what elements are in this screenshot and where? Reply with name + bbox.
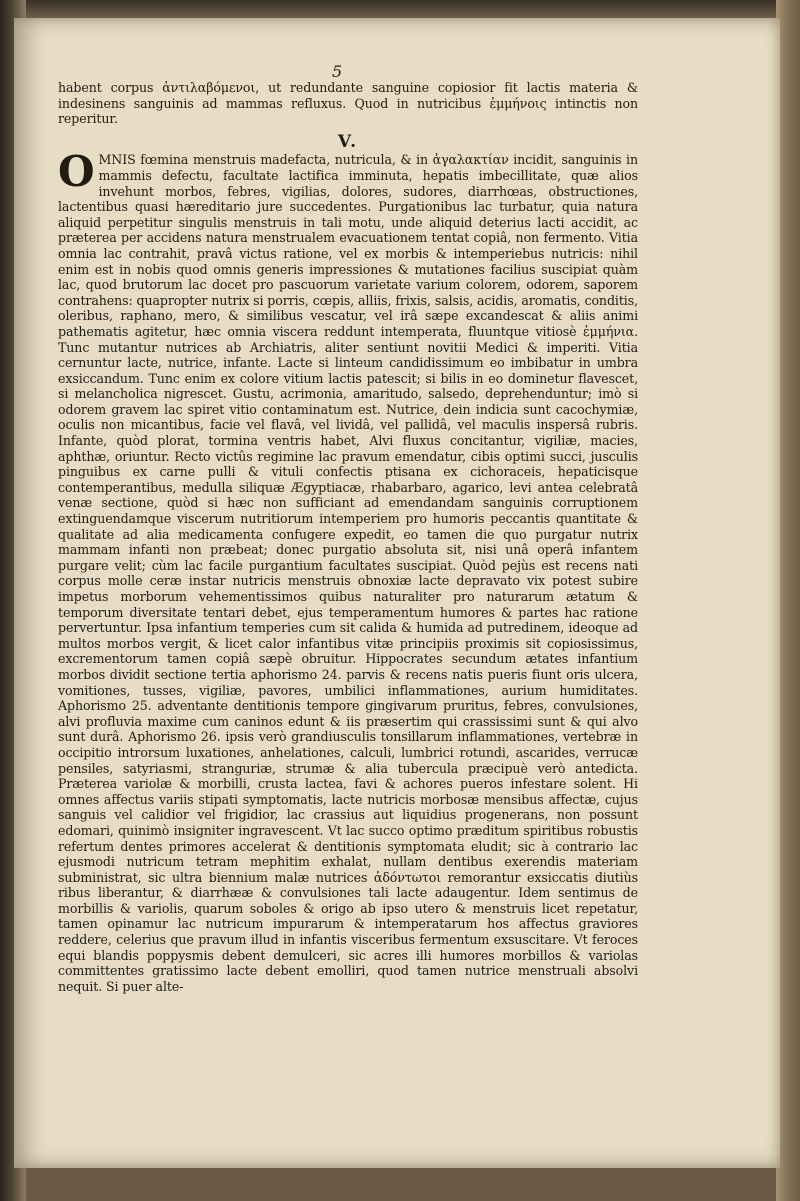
intro-paragraph: habent corpus ἀντιλαβόμενοι, ut redundante sanguine copiosior fit lactis materia & indesinens sanguinis ad mammas refluxus. Quod in nutricibus ἐμμήνοις intinctis non reperitur. bbox=[58, 80, 638, 127]
page-text-block bbox=[58, 80, 638, 994]
body-text: MNIS fœmina menstruis madefacta, nutricula, & in ἀγαλακτίαν incidit, sanguinis in mammis defectu, facultate lactifica imminuta, hepatis imbecillitate, quæ alios invehunt morbos, febres, vigilias, dolores, sudores, diarrhœas, obstructiones, lactentibus quasi hæreditario jure succedentes. Purgationibus lac turbatur, quia natura aliquid perpetitur singulis menstruis in tali motu, unde aliquid deterius lacti accidit, ac præterea per accidens natura menstrualem evacuationem tentat copiâ, non fermento. Vitia omnia lac contrahit, pravâ victus ratione, vel ex morbis & intemperiebus nutricis: nihil enim est in nobis quod omnis generis impressiones & mutationes facilius suscipiat quàm lac, quod brutorum lac docet pro pascuorum varietate varium colorem, odorem, saporem contrahens: quapropter nutrix si porris, cœpis, alliis, frixis, salsis, acidis, aromatis, conditis, oleribus, raphano, mero, & similibus vescatur, vel irâ sæpe excandescat & aliis animi pathematis agitetur, hæc omnia viscera reddunt intemperata, fluuntque vitiosè ἐμμήνια. Tunc mutantur nutrices ab Archiatris, aliter sentiunt novitii Medici & imperiti. Vitia cernuntur lacte, nutrice, infante. Lacte si linteum candidissimum eo imbibatur in umbra exsiccandum. Tunc enim ex colore vitium lactis patescit; si bilis in eo dominetur flavescet, si melancholica nigrescet. Gustu, acrimonia, amaritudo, salsedo, deprehenduntur; imò si odorem gravem lac spiret vitio contaminatum est. Nutrice, dein indicia sunt cacochymiæ, oculis non micantibus, facie vel flavâ, vel lividâ, vel pallidâ, vel maculis inspersâ rubris. Infante, quòd plorat, tormina ventris habet, Alvi fluxus concitantur, vigiliæ, macies, aphthæ, oriuntur. Recto victûs regimine lac pravum emendatur, cibis optimi succi, jusculis pinguibus ex carne pulli & vituli confectis ptisana ex cichoraceis, hepaticisque contemperantibus, medulla siliquæ Ægyptiacæ, rhabarbaro, agarico, levi antea celebratâ venæ sectione, quòd si hæc non sufficiant ad emendandam sanguinis corruptionem extinguendamque viscerum nutritiorum intemperiem pro humoris peccantis quantitate & qualitate ad alia medicamenta confugere expedit, eo tamen die quo purgatur nutrix mammam infanti non præbeat; donec purgatio absoluta sit, nisi unâ operâ infantem purgare velit; cùm lac facile purgantium facultates suscipiat. Quòd pejùs est recens nati corpus molle ceræ instar nutricis menstruis obnoxiæ lacte depravato vix potest subire impetus morborum vehementissimos quibus naturaliter pro naturarum ætatum & temporum diversitate tentari debet, ejus temperamentum humores & partes hac ratione pervertuntur. Ipsa infantium temperies cum sit calida & humida ad putredinem, ideoque ad multos morbos vergit, & licet calor infantibus vitæ principiis proximis sit copiosissimus, excrementorum tamen copiâ sæpè obruitur. Hippocrates secundum ætates infantium morbos dividit sectione tertia aphorismo 24. parvis & recens natis pueris fiunt oris ulcera, vomitiones, tusses, vigiliæ, pavores, umbilici inflammationes, aurium humiditates. Aphorismo 25. adventante dentitionis tempore gingivarum pruritus, febres, convulsiones, alvi profluvia maxime cum caninos edunt & iis præsertim qui crassissimi sunt & qui alvo sunt durâ. Aphorismo 26. ipsis verò grandiusculis tonsillarum inflammationes, vertebræ in occipitio introrsum luxationes, anhelationes, calculi, lumbrici rotundi, ascarides, verrucæ pensiles, satyriasmi, stranguriæ, strumæ & alia tubercula præcipuè verò antedicta. Præterea variolæ & morbilli, crusta lactea, favi & achores pueros infestare solent. Hi omnes affectus variis stipati symptomatis, lacte nutricis morbosæ mensibus affectæ, cujus sanguis vel calidior vel frigidior, lac crassius aut liquidius progenerans, non possunt edomari, quinimò insigniter ingravescent. Vt lac succo optimo præditum spiritibus robustis refertum dentes primores accelerat & dentitionis symptomata eludit; sic à contrario lac ejusmodi nutricum tetram mephitim exhalat, nullam dentibus exerendis materiam subministrat, sic ultra biennium malæ nutrices ἀδόντωτοι remorantur exsiccatis diutiùs ribus liberantur, & diarrhææ & convulsiones tali lacte adaugentur. Idem sentimus de morbillis & variolis, quarum soboles & origo ab ipso utero & menstruis licet repetatur, tamen opinamur lac nutricum impurarum & intemperatarum hos affectus graviores reddere, celerius que pravum illud in infantis visceribus fermentum exsuscitare. Vt feroces equi blandis poppysmis debent demulceri, sic acres illi humores morbillos & variolas committentes gratissimo lacte debent emolliri, quod tamen nutrice menstruali absolvi nequit. Si puer alte- bbox=[58, 152, 638, 994]
book-page bbox=[14, 18, 780, 1168]
section-heading: V. bbox=[337, 131, 359, 152]
page-number: 5 bbox=[332, 62, 343, 81]
drop-cap: O bbox=[58, 147, 95, 197]
body-paragraph bbox=[58, 147, 638, 994]
